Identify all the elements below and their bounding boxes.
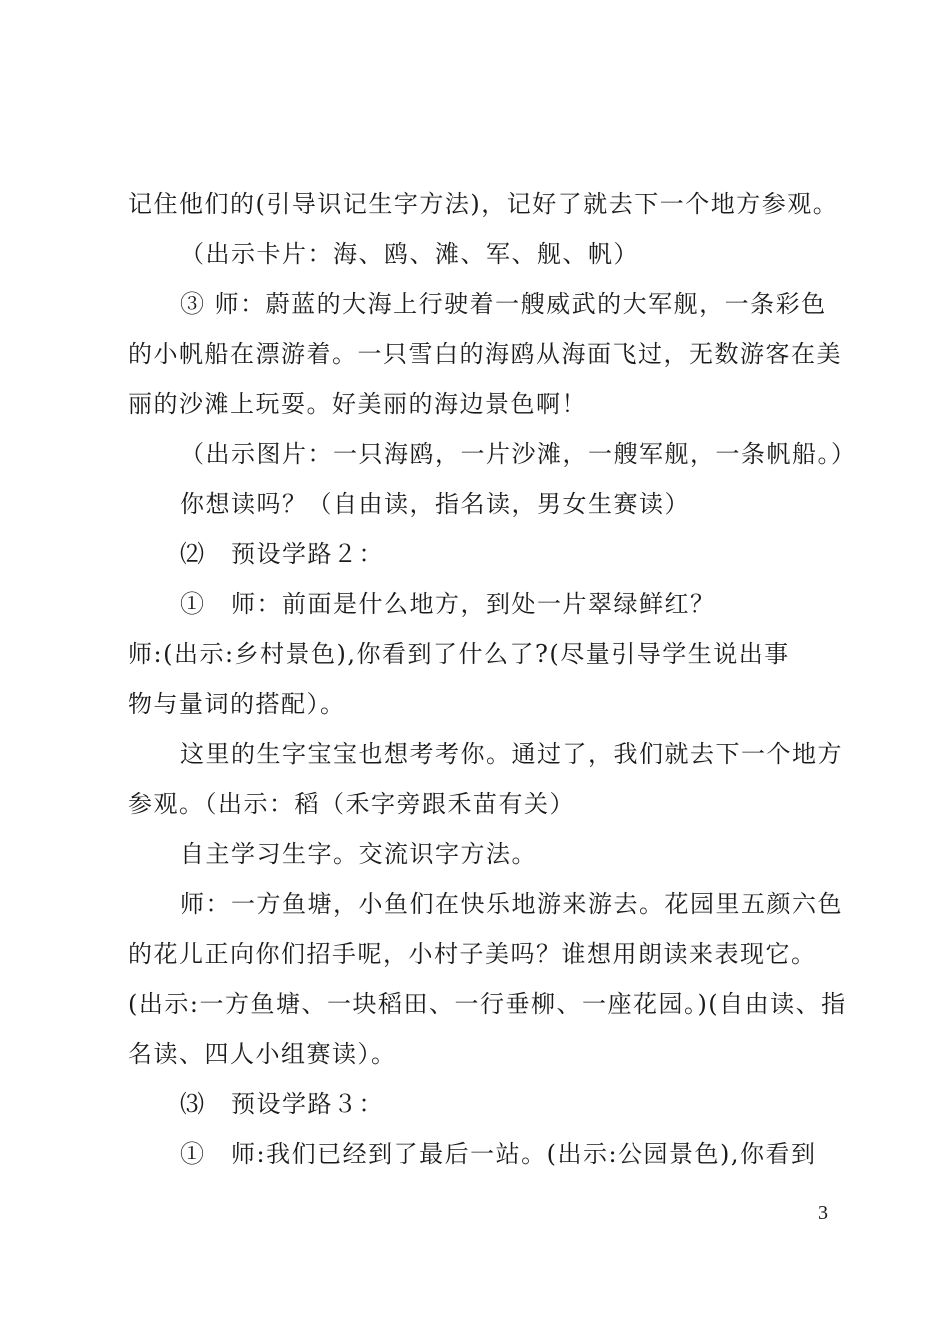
- text-line: ③ 师：蔚蓝的大海上行驶着一艘威武的大军舰，一条彩色: [180, 290, 827, 318]
- text-line: 这里的生字宝宝也想考考你。通过了，我们就去下一个地方: [180, 740, 843, 768]
- text-line: 记住他们的(引导识记生字方法)，记好了就去下一个地方参观。: [128, 190, 839, 218]
- text-line: 丽的沙滩上玩耍。好美丽的海边景色啊！: [128, 390, 587, 418]
- text-line: （出示卡片：海、鸥、滩、军、舰、帆）: [180, 240, 639, 268]
- text-line: 名读、四人小组赛读）。: [128, 1040, 397, 1068]
- text-line: 师：一方鱼塘，小鱼们在快乐地游来游去。花园里五颜六色: [180, 890, 843, 918]
- page-number: 3: [818, 1202, 828, 1224]
- text-line: ① 师:我们已经到了最后一站。(出示:公园景色),你看到: [180, 1140, 817, 1168]
- section-heading: ⑶ 预设学路３：: [180, 1090, 384, 1118]
- text-line: 师:(出示:乡村景色),你看到了什么了?(尽量引导学生说出事: [128, 640, 790, 668]
- text-line: 的花儿正向你们招手呢，小村子美吗？谁想用朗读来表现它。: [128, 940, 817, 968]
- text-line: 参观。（出示：稻（禾字旁跟禾苗有关）: [128, 790, 575, 818]
- text-line: 物与量词的搭配）。: [128, 690, 346, 718]
- text-line: 自主学习生字。交流识字方法。: [180, 840, 537, 868]
- text-line: (出示:一方鱼塘、一块稻田、一行垂柳、一座花园。)(自由读、指: [128, 990, 847, 1018]
- text-line: ① 师：前面是什么地方，到处一片翠绿鲜红？: [180, 590, 716, 618]
- text-line: 的小帆船在漂游着。一只雪白的海鸥从海面飞过，无数游客在美: [128, 340, 842, 368]
- text-line: （出示图片：一只海鸥，一片沙滩，一艘军舰，一条帆船。）: [180, 440, 857, 468]
- section-heading: ⑵ 预设学路２：: [180, 540, 384, 568]
- text-line: 你想读吗？（自由读，指名读，男女生赛读）: [180, 490, 690, 518]
